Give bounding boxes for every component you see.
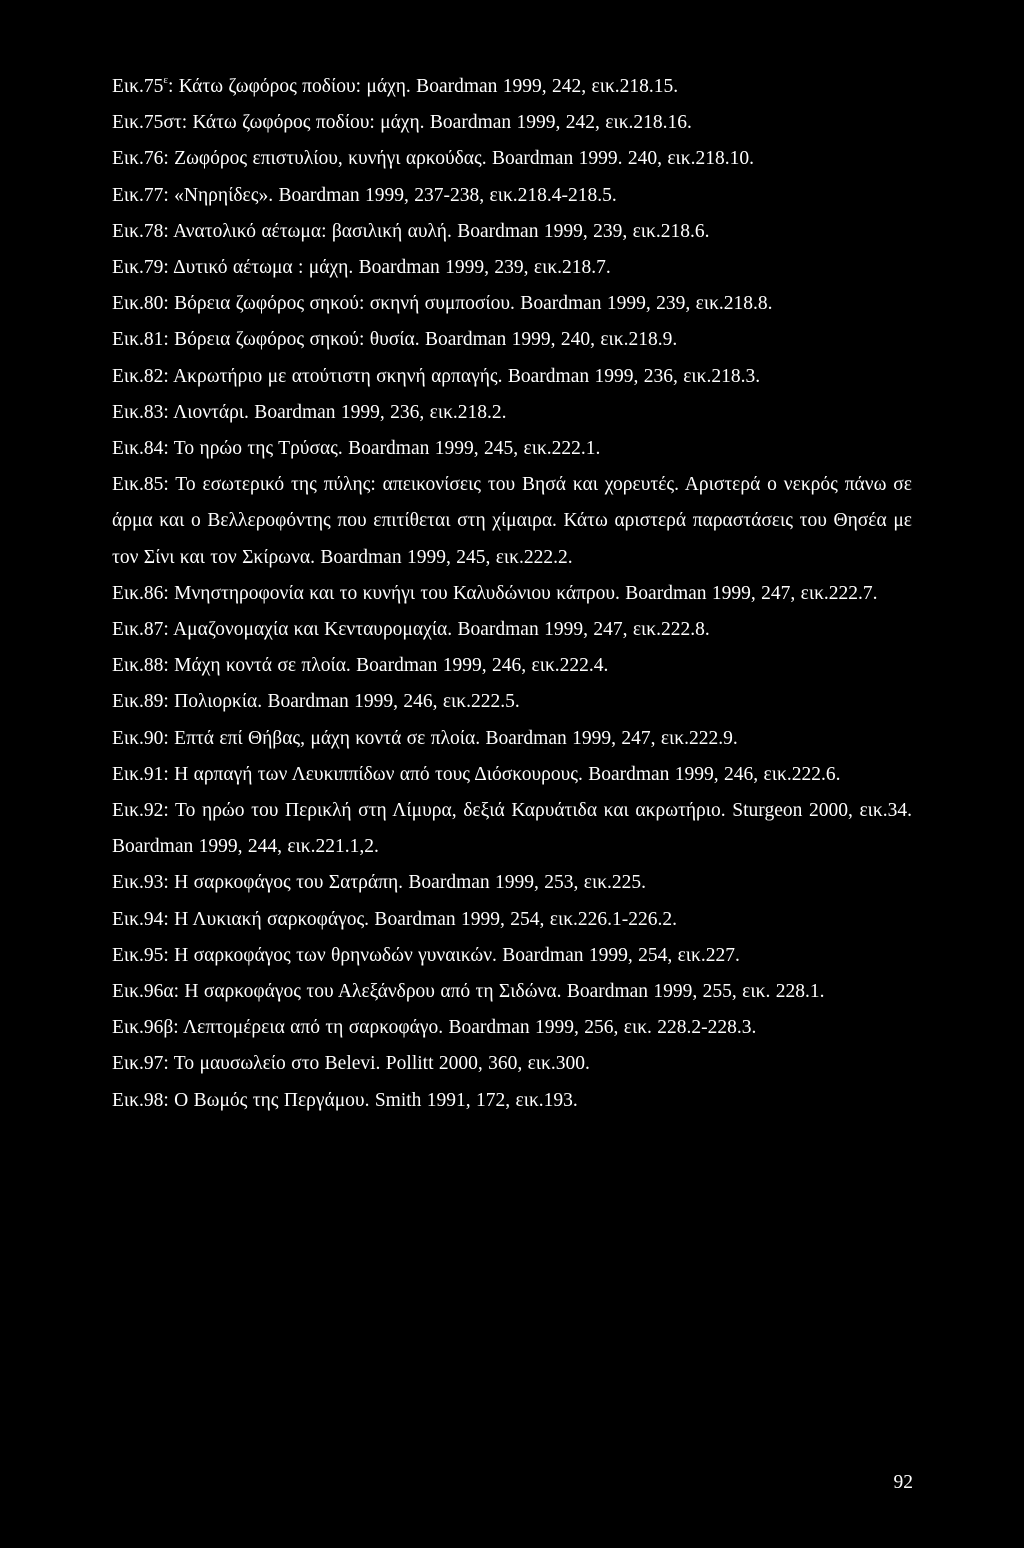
figure-caption-text: Εικ.81: Βόρεια ζωφόρος σηκού: θυσία. Boardman 1999, 240, εικ.218.9.: [112, 329, 678, 351]
figure-caption-text: Εικ.88: Μάχη κοντά σε πλοία. Boardman 1999, 246, εικ.222.4.: [112, 655, 609, 677]
figure-caption-entry: [112, 286, 912, 322]
figure-caption-entry: [112, 141, 912, 177]
figure-caption-entry: [112, 250, 912, 286]
figure-label-superscript: ε: [163, 73, 168, 86]
figure-caption-text: Εικ.89: Πολιορκία. Boardman 1999, 246, εικ.222.5.: [112, 691, 520, 713]
figure-caption-entry: [112, 757, 912, 793]
figure-label: Εικ.75: [112, 76, 164, 97]
figure-caption-text: Εικ.77: «Νηρηίδες». Boardman 1999, 237-238, εικ.218.4-218.5.: [112, 184, 617, 206]
figure-caption-text: Εικ.83: Λιοντάρι. Boardman 1999, 236, εικ.218.2.: [112, 401, 507, 423]
figure-caption-entry: [112, 214, 912, 250]
figure-caption-text: Εικ.82: Ακρωτήριο με ατούτιστη σκηνή αρπαγής. Boardman 1999, 236, εικ.218.3.: [112, 365, 761, 387]
figure-caption-text: Εικ.90: Επτά επί Θήβας, μάχη κοντά σε πλοία. Boardman 1999, 247, εικ.222.9.: [112, 727, 738, 749]
figure-caption-text: Εικ.78: Ανατολικό αέτωμα: βασιλική αυλή. Boardman 1999, 239, εικ.218.6.: [112, 220, 710, 242]
figure-caption-entry: [112, 467, 912, 576]
figure-caption-entry: [112, 1010, 912, 1046]
figure-caption-entry: [112, 359, 912, 395]
figure-caption-text: Εικ.91: Η αρπαγή των Λευκιππίδων από τους Διόσκουρους. Boardman 1999, 246, εικ.222.6.: [112, 763, 841, 785]
figure-caption-entry: [112, 105, 912, 141]
figure-caption-text: Εικ.95: Η σαρκοφάγος των θρηνωδών γυναικών. Boardman 1999, 254, εικ.227.: [112, 944, 740, 966]
figure-caption-entry: [112, 938, 912, 974]
figure-caption-text: Εικ.98: Ο Βωμός της Περγάμου. Smith 1991, 172, εικ.193.: [112, 1089, 578, 1111]
figure-caption-text: Εικ.79: Δυτικό αέτωμα : μάχη. Boardman 1999, 239, εικ.218.7.: [112, 257, 611, 279]
figure-caption-entry: [112, 865, 912, 901]
figure-caption-entry: [112, 69, 912, 105]
figure-caption-entry: [112, 902, 912, 938]
figure-caption-text: Εικ.96β: Λεπτομέρεια από τη σαρκοφάγο. Boardman 1999, 256, εικ. 228.2-228.3.: [112, 1017, 757, 1039]
figure-caption-entry: [112, 648, 912, 684]
figure-caption-text: Εικ.96α: Η σαρκοφάγος του Αλεξάνδρου από τη Σιδώνα. Boardman 1999, 255, εικ. 228.1.: [112, 981, 825, 1003]
figure-caption-list: [112, 69, 912, 1119]
figure-caption-entry: [112, 431, 912, 467]
figure-caption-entry: [112, 793, 912, 865]
figure-caption-text: Εικ.93: Η σαρκοφάγος του Σατράπη. Boardman 1999, 253, εικ.225.: [112, 872, 647, 894]
figure-caption-text: Εικ.97: Το μαυσωλείο στο Belevi. Pollitt 2000, 360, εικ.300.: [112, 1053, 590, 1075]
figure-caption-entry: [112, 974, 912, 1010]
figure-caption-entry: [112, 684, 912, 720]
figure-caption-entry: [112, 1083, 912, 1119]
figure-caption-text: Εικ.86: Μνηστηροφονία και το κυνήγι του Καλυδώνιου κάπρου. Boardman 1999, 247, εικ.222.7.: [112, 582, 878, 604]
figure-caption-text: Εικ.87: Αμαζονομαχία και Κενταυρομαχία. Boardman 1999, 247, εικ.222.8.: [112, 619, 710, 641]
figure-caption-entry: [112, 721, 912, 757]
figure-caption-text: Εικ.94: Η Λυκιακή σαρκοφάγος. Boardman 1999, 254, εικ.226.1-226.2.: [112, 908, 678, 930]
figure-caption-text: Εικ.76: Ζωφόρος επιστυλίου, κυνήγι αρκούδας. Boardman 1999. 240, εικ.218.10.: [112, 148, 754, 170]
figure-caption-text: Εικ.92: Το ηρώο του Περικλή στη Λίμυρα, δεξιά Καρυάτιδα και ακρωτήριο. Sturgeon 2000, εικ.34. Boardman 1999, 244, εικ.221.1,2.: [112, 800, 912, 858]
page-number: 92: [893, 1472, 913, 1493]
figure-caption-entry: [112, 576, 912, 612]
figure-caption-entry: [112, 395, 912, 431]
figure-caption-text: Εικ.84: Το ηρώο της Τρύσας. Boardman 1999, 245, εικ.222.1.: [112, 438, 601, 460]
figure-caption-entry: [112, 322, 912, 358]
figure-caption-text: Εικ.80: Βόρεια ζωφόρος σηκού: σκηνή συμποσίου. Boardman 1999, 239, εικ.218.8.: [112, 293, 773, 315]
figure-caption-text: : Κάτω ζωφόρος ποδίου: μάχη. Boardman 1999, 242, εικ.218.15.: [167, 76, 679, 97]
figure-caption-entry: [112, 178, 912, 214]
figure-caption-text: Εικ.75στ: Κάτω ζωφόρος ποδίου: μάχη. Boardman 1999, 242, εικ.218.16.: [112, 112, 692, 134]
figure-caption-text: Εικ.85: Το εσωτερικό της πύλης: απεικονίσεις του Βησά και χορευτές. Αριστερά ο νεκρός πάνω σε άρμα και ο Βελλεροφόντης που επιτίθεται στη χίμαιρα. Κάτω αριστερά παραστάσεις του Θησέα με τον Σίνι και τον Σκίρωνα. Boardman 1999, 245, εικ.222.2.: [112, 474, 912, 568]
figure-caption-entry: [112, 612, 912, 648]
figure-caption-entry: [112, 1046, 912, 1082]
